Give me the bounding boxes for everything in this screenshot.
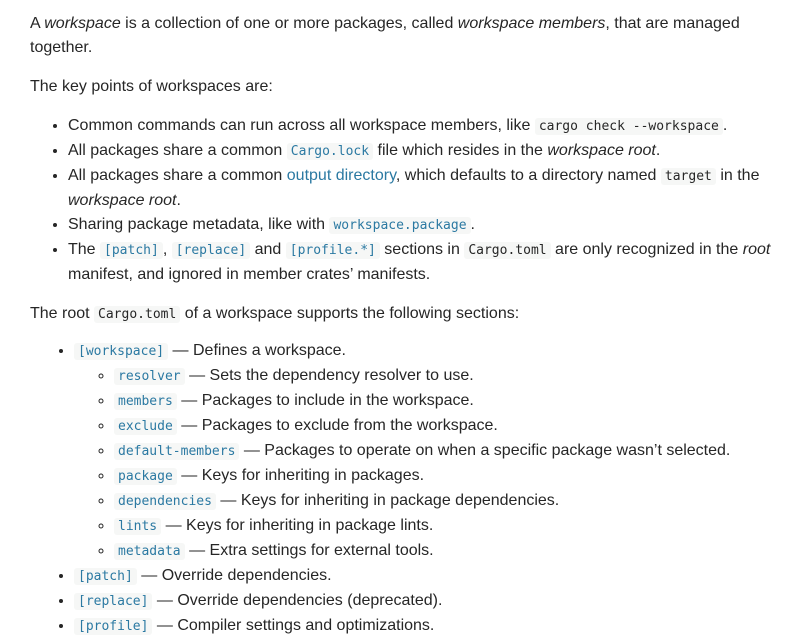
list-item: ◦ lints — Keys for inheriting in package lints. bbox=[114, 514, 780, 539]
inline-code: Cargo.toml bbox=[94, 306, 180, 323]
members-link[interactable]: members bbox=[114, 392, 177, 409]
list-item: • [profile] — Compiler settings and optimizations. bbox=[74, 614, 780, 639]
list-item: ◦ members — Packages to include in the workspace. bbox=[114, 389, 780, 414]
default-members-link[interactable]: default-members bbox=[114, 442, 239, 459]
list-item: ◦ resolver — Sets the dependency resolver to use. bbox=[114, 364, 780, 389]
intro-paragraph: A workspace is a collection of one or more packages, called workspace members, that are managed together. bbox=[30, 15, 740, 56]
list-item: • Sharing package metadata, like with workspace.package . bbox=[68, 213, 780, 238]
workspace-package-link[interactable]: workspace.package bbox=[329, 217, 470, 234]
replace-link[interactable]: [replace] bbox=[172, 242, 250, 259]
list-item: ◦ package — Keys for inheriting in packages. bbox=[114, 464, 780, 489]
workspace-subsections-list bbox=[74, 364, 780, 564]
profile-section-link[interactable]: [profile] bbox=[74, 617, 152, 634]
key-points-list bbox=[30, 114, 780, 287]
package-link[interactable]: package bbox=[114, 467, 177, 484]
exclude-link[interactable]: exclude bbox=[114, 417, 177, 434]
list-item: ◦ metadata — Extra settings for external tools. bbox=[114, 539, 780, 564]
patch-section-link[interactable]: [patch] bbox=[74, 567, 137, 584]
profile-link[interactable]: [profile.*] bbox=[286, 242, 380, 259]
inline-code: Cargo.toml bbox=[464, 242, 550, 259]
list-item: ◦ exclude — Packages to exclude from the workspace. bbox=[114, 414, 780, 439]
metadata-link[interactable]: metadata bbox=[114, 542, 185, 559]
key-points-heading: The key points of workspaces are: bbox=[30, 78, 273, 95]
workspace-section-link[interactable]: [workspace] bbox=[74, 342, 168, 359]
list-item: • [workspace] — Defines a workspace. ◦ resolver — Sets the dependency resolver to use. ◦ members — Packages to include in the workspace. ◦ exclude — Packages to exclude from the workspace. ◦ default-members — Packages to operate on when a specific package wasn’t selected. ◦ package — Keys for inheriting in packages. ◦ dependencies — Keys for inheriting in package dependencies. ◦ lints — Keys for inheriting in package lints. ◦ metadata — Extra settings for external tools. bbox=[74, 339, 780, 564]
inline-code: target bbox=[661, 168, 716, 185]
list-item: • Common commands can run across all workspace members, like cargo check --workspace . bbox=[68, 114, 780, 139]
cargo-lock-link[interactable]: Cargo.lock bbox=[287, 143, 373, 160]
patch-link[interactable]: [patch] bbox=[100, 242, 163, 259]
sections-intro: The root Cargo.toml of a workspace supports the following sections: bbox=[30, 305, 520, 322]
output-directory-link[interactable]: output directory bbox=[286, 167, 396, 184]
dependencies-link[interactable]: dependencies bbox=[114, 492, 216, 509]
resolver-link[interactable]: resolver bbox=[114, 367, 185, 384]
list-item: ◦ dependencies — Keys for inheriting in package dependencies. bbox=[114, 489, 780, 514]
list-item: • All packages share a common output directory, which defaults to a directory named target in the workspace root. bbox=[68, 164, 780, 213]
list-item: ◦ default-members — Packages to operate on when a specific package wasn’t selected. bbox=[114, 439, 780, 464]
list-item: • The [patch] , [replace] and [profile.*] sections in Cargo.toml are only recognized in the root manifest, and ignored in member crates’ manifests. bbox=[68, 238, 780, 287]
inline-code: cargo check --workspace bbox=[535, 118, 723, 135]
list-item: • All packages share a common Cargo.lock file which resides in the workspace root. bbox=[68, 139, 780, 164]
workspace-members-term: workspace members bbox=[457, 15, 606, 32]
replace-section-link[interactable]: [replace] bbox=[74, 592, 152, 609]
list-item: • [patch] — Override dependencies. bbox=[74, 564, 780, 589]
lints-link[interactable]: lints bbox=[114, 517, 161, 534]
workspace-term: workspace bbox=[44, 15, 121, 32]
sections-list bbox=[30, 339, 780, 639]
list-item: • [replace] — Override dependencies (deprecated). bbox=[74, 589, 780, 614]
